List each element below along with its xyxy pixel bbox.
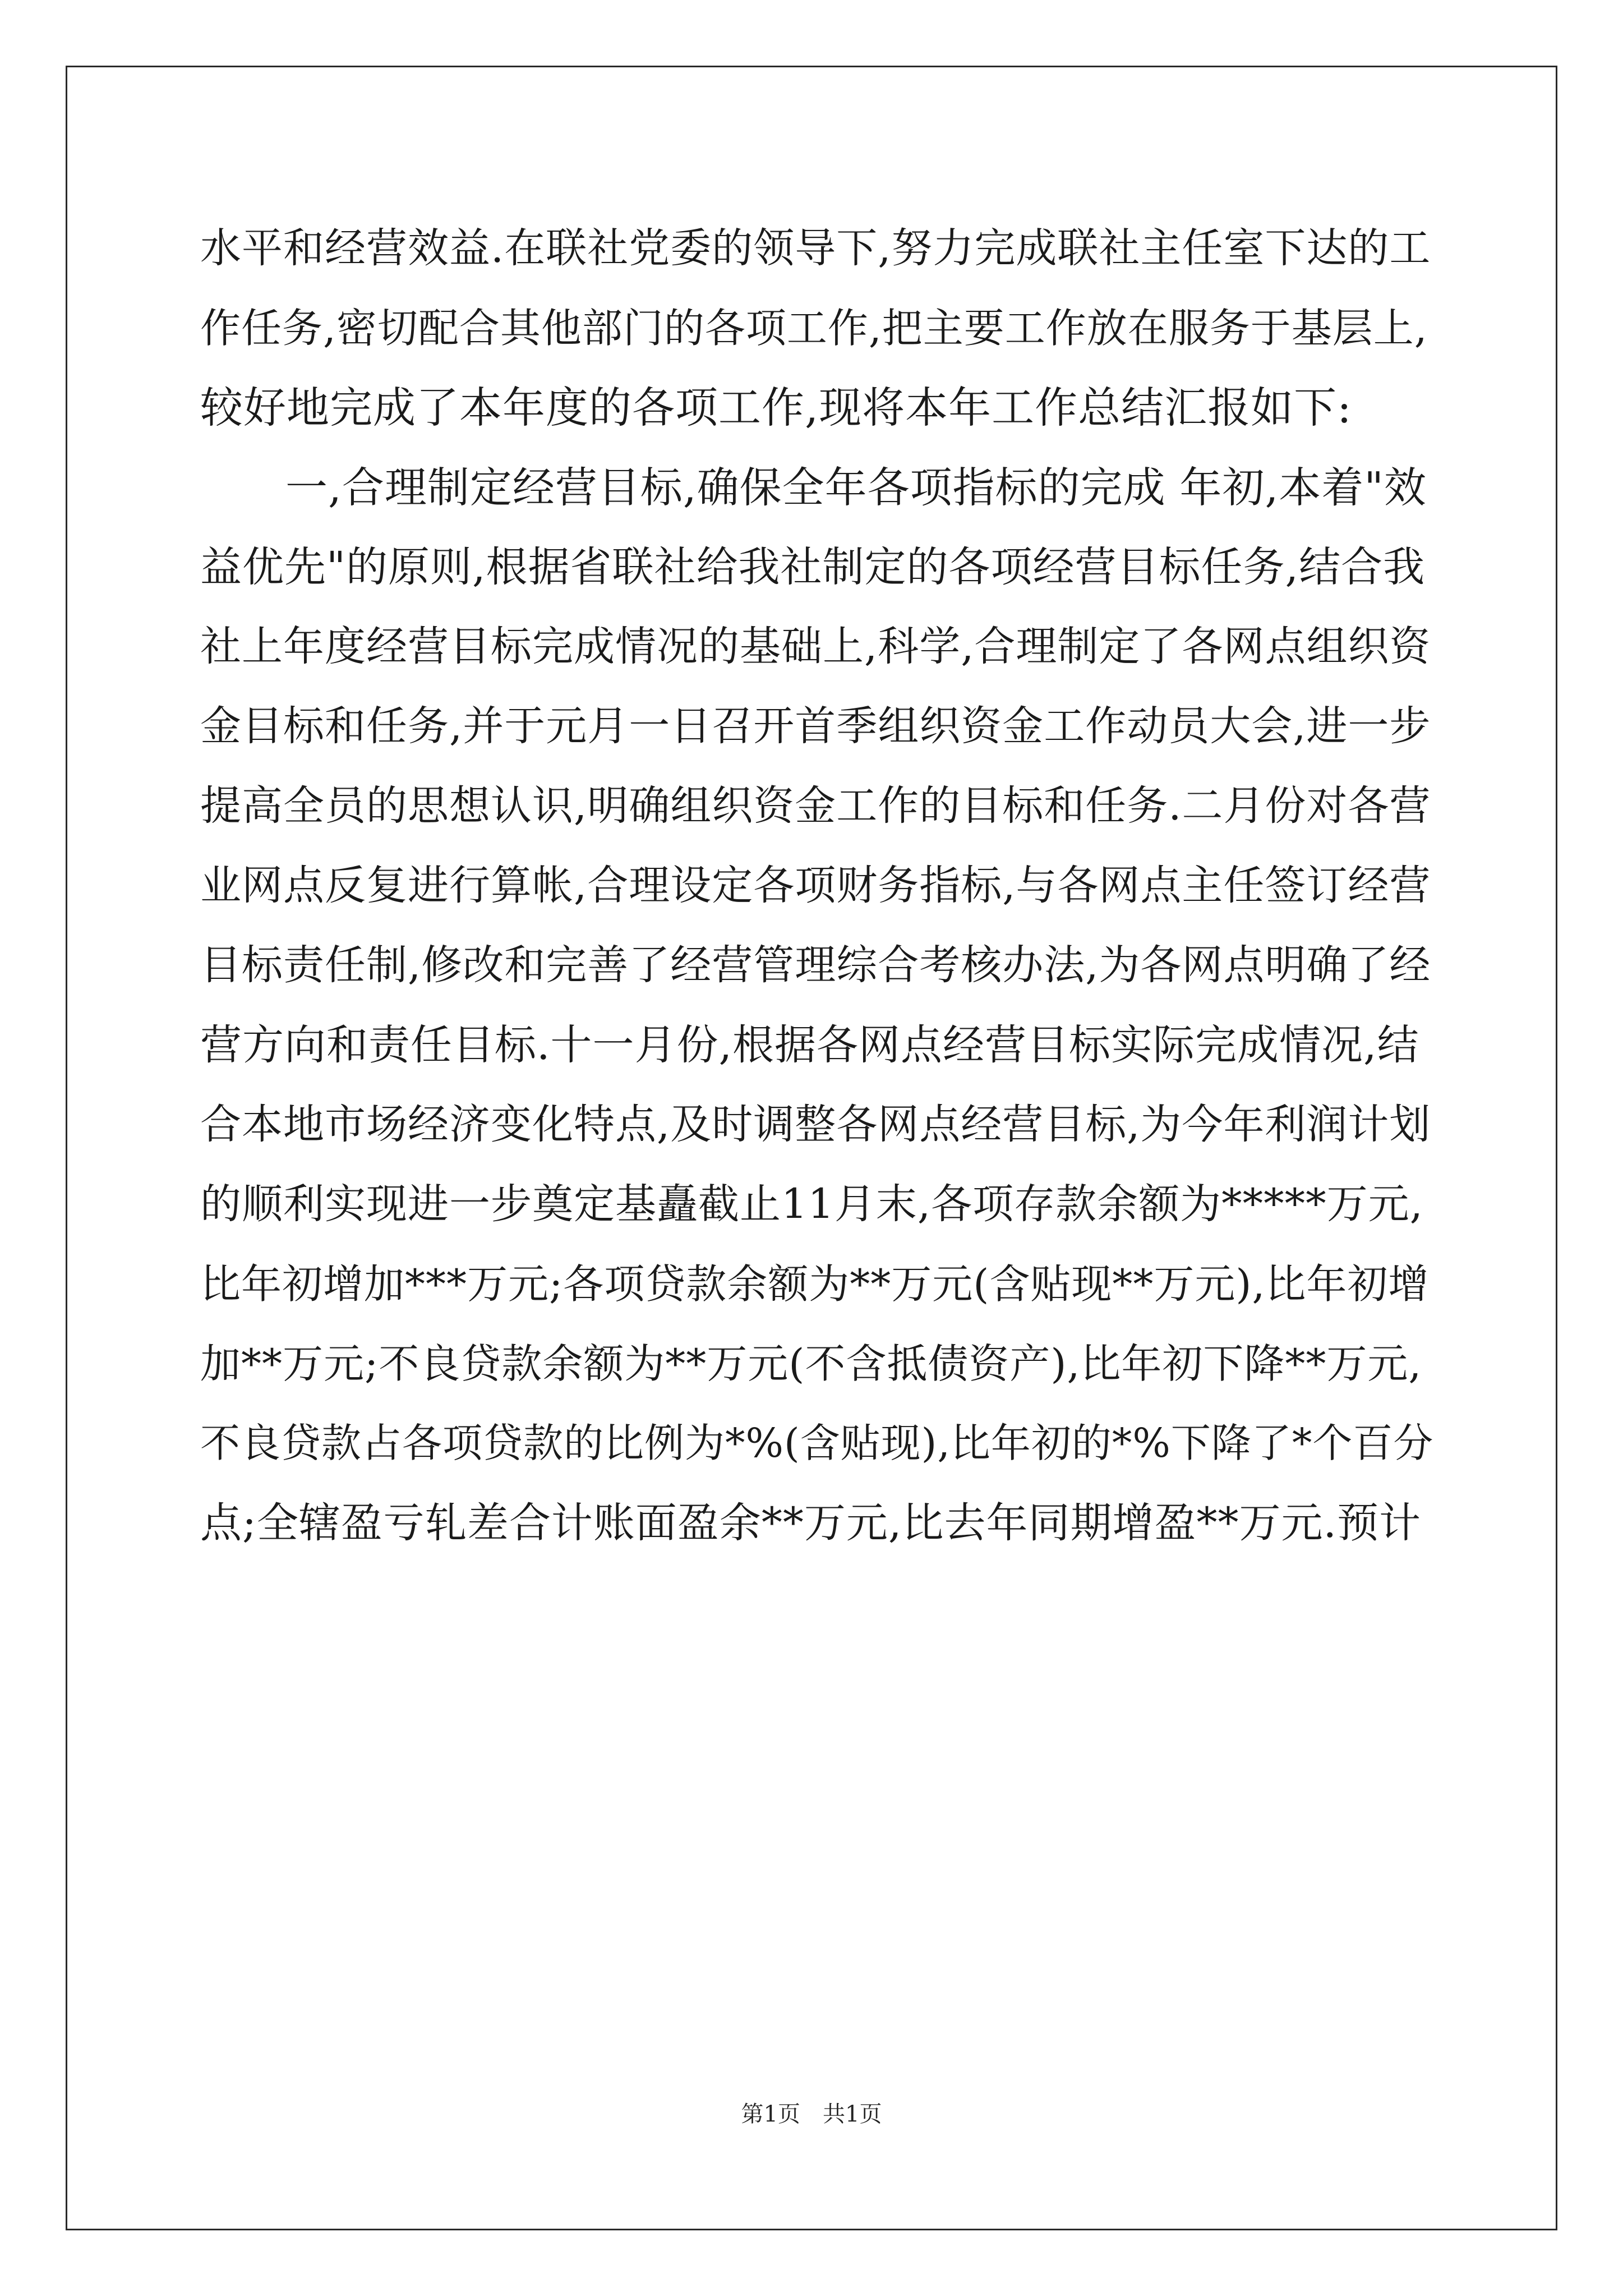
text-line: 金目标和任务,并于元月一日召开首季组织资金工作动员大会,进一步 bbox=[200, 702, 1431, 750]
text-line: 作任务,密切配合其他部门的各项工作,把主要工作放在服务于基层上, bbox=[200, 305, 1428, 352]
text-line: 社上年度经营目标完成情况的基础上,科学,合理制定了各网点组织资 bbox=[200, 623, 1431, 670]
text-line: 较好地完成了本年度的各项工作,现将本年工作总结汇报如下: bbox=[200, 383, 1352, 432]
text-line: 合本地市场经济变化特点,及时调整各网点经营目标,为今年利润计划 bbox=[200, 1101, 1431, 1148]
text-line: 业网点反复进行算帐,合理设定各项财务指标,与各网点主任签订经营 bbox=[200, 862, 1431, 909]
document-body bbox=[200, 209, 1434, 1563]
text-line: 比年初增加***万元;各项贷款余额为**万元(含贴现**万元),比年初增 bbox=[200, 1260, 1430, 1308]
text-line: 不良贷款占各项贷款的比例为*%(含贴现),比年初的*%下降了*个百分 bbox=[200, 1420, 1434, 1466]
text-line: 加**万元;不良贷款余额为**万元(不含抵债资产),比年初下降**万元, bbox=[200, 1340, 1422, 1387]
text-line: 目标责任制,修改和完善了经营管理综合考核办法,为各网点明确了经 bbox=[200, 941, 1431, 989]
text-line: 一,合理制定经营目标,确保全年各项指标的完成 年初,本着"效 bbox=[200, 463, 1427, 512]
text-line: 水平和经营效益.在联社党委的领导下,努力完成联社主任室下达的工 bbox=[200, 224, 1431, 272]
text-line: 提高全员的思想认识,明确组织资金工作的目标和任务.二月份对各营 bbox=[200, 782, 1431, 830]
text-line: 营方向和责任目标.十一月份,根据各网点经营目标实际完成情况,结 bbox=[200, 1021, 1419, 1069]
page-number-footer: 第1页 共1页 bbox=[741, 2101, 882, 2127]
text-line: 的顺利实现进一步奠定基矗截止11月末,各项存款余额为*****万元, bbox=[200, 1180, 1423, 1228]
text-line: 益优先"的原则,根据省联社给我社制定的各项经营目标任务,结合我 bbox=[200, 543, 1426, 591]
text-line: 点;全辖盈亏轧差合计账面盈余**万元,比去年同期增盈**万元.预计 bbox=[200, 1499, 1421, 1547]
